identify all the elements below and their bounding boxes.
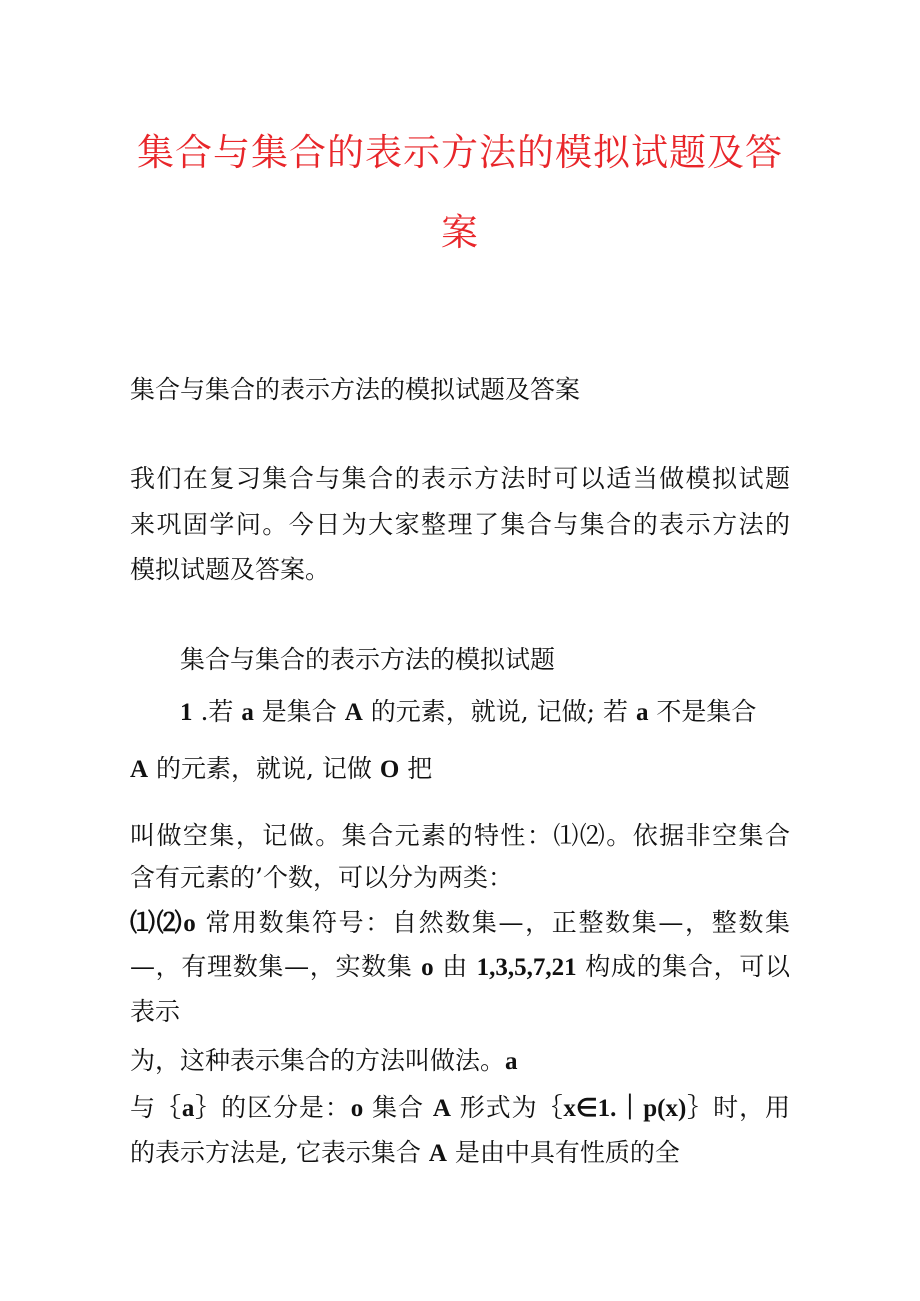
document-title-line-1: 集合与集合的表示方法的模拟试题及答 [137, 131, 783, 174]
question-number: 1 [180, 699, 193, 726]
body-line-1: 叫做空集，记做。集合元素的特性：⑴⑵。依据非空集合 [130, 821, 790, 850]
body-line-4: —，有理数集—，实数集 o 由 1,3,5,7,21 构成的集合，可以 [130, 952, 790, 981]
body-line-2: 含有元素的’个数，可以分为两类： [130, 863, 513, 892]
body-line-6: 为，这种表示集合的方法叫做法。a [130, 1046, 518, 1075]
section-heading: 集合与集合的表示方法的模拟试题 [180, 645, 556, 674]
subtitle: 集合与集合的表示方法的模拟试题及答案 [130, 375, 581, 404]
body-line-5: 表示 [130, 997, 181, 1026]
intro-line-3: 模拟试题及答案。 [130, 555, 331, 584]
body-line-7: 与｛a｝的区分是：o 集合 A 形式为｛x∈1.｜p(x)｝时，用 [130, 1093, 790, 1122]
body-line-8: 的表示方法是, 它表示集合 A 是由中具有性质的全 [130, 1138, 680, 1167]
question-1-line-2: A 的元素，就说, 记做 O 把 [130, 754, 433, 783]
intro-line-1: 我们在复习集合与集合的表示方法时可以适当做模拟试题 [130, 464, 790, 493]
intro-line-2: 来巩固学问。今日为大家整理了集合与集合的表示方法的 [130, 510, 790, 539]
question-1-line-1: 1 .若 a 是集合 A 的元素，就说, 记做; 若 a 不是集合 [180, 697, 757, 726]
document-title-line-2: 案 [441, 211, 479, 254]
body-line-3: ⑴⑵o 常用数集符号：自然数集—，正整数集—，整数集 [130, 908, 790, 937]
